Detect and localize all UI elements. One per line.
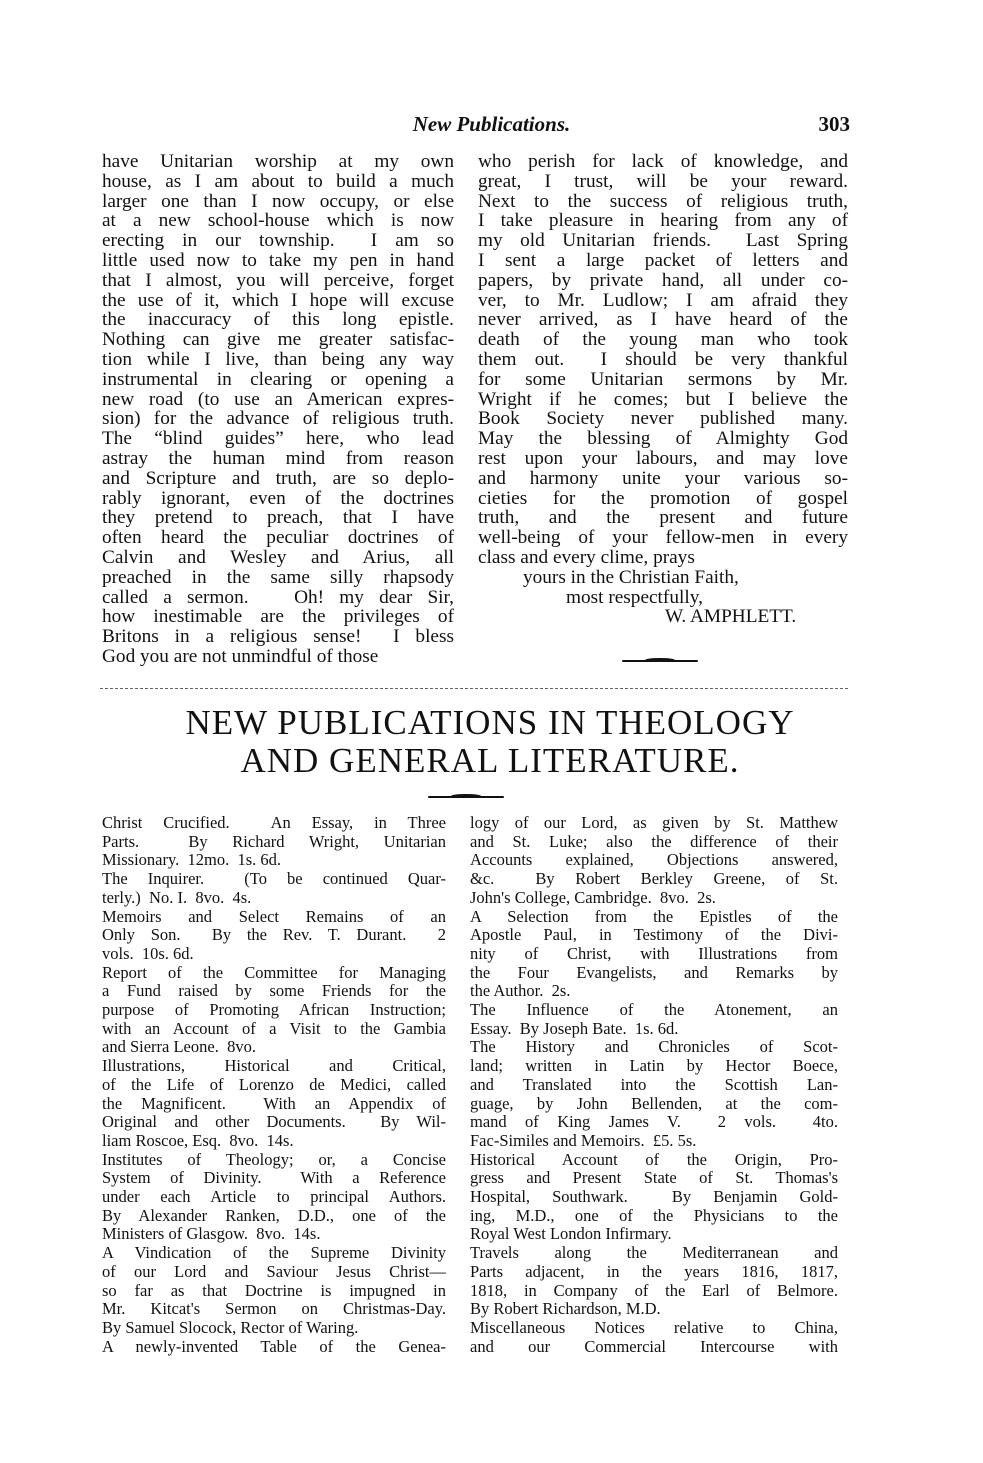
publication-line: Parts. By Richard Wright, Unitarian	[102, 831, 446, 851]
publication-line: guage, by John Bellenden, at the com-	[470, 1093, 838, 1113]
letter-line: The “blind guides” here, who lead	[102, 428, 454, 450]
letter-line: the inaccuracy of this long epistle.	[102, 309, 454, 331]
letter-line: larger one than I now occupy, or else	[102, 190, 454, 212]
publication-line: the Author. 2s.	[470, 981, 571, 1001]
end-of-letter-ornament	[622, 660, 698, 662]
letter-line: astray the human mind from reason	[102, 447, 454, 469]
letter-line: instrumental in clearing or opening a	[102, 368, 454, 390]
publication-line: Memoirs and Select Remains of an	[102, 906, 446, 926]
publication-line: A Selection from the Epistles of the	[470, 906, 838, 926]
letter-line: great, I trust, will be your reward.	[478, 170, 848, 192]
letter-line: cieties for the promotion of gospel	[478, 487, 848, 509]
letter-line: who perish for lack of knowledge, and	[478, 151, 848, 172]
letter-line: Nothing can give me greater satisfac-	[102, 329, 454, 351]
publication-line: System of Divinity. With a Reference	[102, 1168, 446, 1188]
publication-line: logy of our Lord, as given by St. Matthew	[470, 813, 838, 832]
letter-signature: W. AMPHLETT.	[665, 606, 797, 628]
publication-line: Historical Account of the Origin, Pro-	[470, 1149, 838, 1169]
letter-line: Britons in a religious sense! I bless	[102, 626, 454, 648]
publication-line: A Vindication of the Supreme Divinity	[102, 1243, 446, 1263]
letter-line: rest upon your labours, and may love	[478, 447, 848, 469]
letter-line: often heard the peculiar doctrines of	[102, 527, 454, 549]
publication-line: The Influence of the Atonement, an	[470, 1000, 838, 1020]
publication-line: and Translated into the Scottish Lan-	[470, 1074, 838, 1094]
letter-line: Wright if he comes; but I believe the	[478, 388, 848, 410]
publication-line: Report of the Committee for Managing	[102, 962, 446, 982]
publications-left-column	[102, 814, 446, 1356]
publication-line: with an Account of a Visit to the Gambia	[102, 1018, 446, 1038]
publication-line: Parts adjacent, in the years 1816, 1817,	[470, 1261, 838, 1281]
publication-line: Institutes of Theology; or, a Concise	[102, 1149, 446, 1169]
letter-line: I sent a large packet of letters and	[478, 249, 848, 271]
publication-line: nity of Christ, with Illustrations from	[470, 943, 838, 963]
letter-line: my old Unitarian friends. Last Spring	[478, 230, 848, 252]
publication-line: Mr. Kitcat's Sermon on Christmas-Day.	[102, 1299, 446, 1319]
publication-line: Travels along the Mediterranean and	[470, 1243, 838, 1263]
letter-line: at a new school-house which is now	[102, 210, 454, 232]
letter-line: how inestimable are the privileges of	[102, 606, 454, 628]
running-title: New Publications.	[412, 112, 571, 136]
page-number: 303	[818, 112, 850, 136]
letter-closing-line: yours in the Christian Faith,	[523, 566, 739, 588]
letter-right-column	[478, 152, 848, 627]
publication-line: Royal West London Infirmary.	[470, 1224, 672, 1244]
section-title-line: NEW PUBLICATIONS IN THEOLOGY	[185, 703, 795, 742]
letter-line: truth, and the present and future	[478, 507, 848, 529]
publication-line: vols. 10s. 6d.	[102, 943, 194, 963]
letter-line: well-being of your fellow-men in every	[478, 527, 848, 549]
letter-line: ver, to Mr. Ludlow; I am afraid they	[478, 289, 848, 311]
publication-line: Hospital, Southwark. By Benjamin Gold-	[470, 1187, 838, 1207]
publication-line: and our Commercial Intercourse with	[470, 1336, 838, 1356]
letter-line: new road (to use an American expres-	[102, 388, 454, 410]
letter-line: and harmony unite your various so-	[478, 467, 848, 489]
letter-line: little used now to take my pen in hand	[102, 249, 454, 271]
letter-line: house, as I am about to build a much	[102, 170, 454, 192]
publication-line: ing, M.D., one of the Physicians to the	[470, 1205, 838, 1225]
letter-line: them out. I should be very thankful	[478, 348, 848, 370]
publication-line: liam Roscoe, Esq. 8vo. 14s.	[102, 1130, 294, 1150]
letter-line: have Unitarian worship at my own	[102, 151, 454, 172]
publication-line: mand of King James V. 2 vols. 4to.	[470, 1112, 838, 1132]
publication-line: Accounts explained, Objections answered,	[470, 850, 838, 870]
letter-line: papers, by private hand, all under co-	[478, 269, 848, 291]
publication-line: By Robert Richardson, M.D.	[470, 1299, 661, 1319]
publication-line: Ministers of Glasgow. 8vo. 14s.	[102, 1224, 321, 1244]
publication-line: The Inquirer. (To be continued Quar-	[102, 869, 446, 889]
publication-line: a Fund raised by some Friends for the	[102, 981, 446, 1001]
publication-line: gress and Present State of St. Thomas's	[470, 1168, 838, 1188]
publication-line: the Magnificent. With an Appendix of	[102, 1093, 446, 1113]
letter-line: never arrived, as I have heard of the	[478, 309, 848, 331]
publication-line: land; written in Latin by Hector Boece,	[470, 1056, 838, 1076]
letter-line: and Scripture and truth, are so deplo-	[102, 467, 454, 489]
publication-line: Original and other Documents. By Wil-	[102, 1112, 446, 1132]
publication-line: Fac-Similes and Memoirs. £5. 5s.	[470, 1130, 697, 1150]
publication-line: 1818, in Company of the Earl of Belmore.	[470, 1280, 838, 1300]
publication-line: Illustrations, Historical and Critical,	[102, 1056, 446, 1076]
publication-line: so far as that Doctrine is impugned in	[102, 1280, 446, 1300]
letter-line: called a sermon. Oh! my dear Sir,	[102, 586, 454, 608]
letter-line: preached in the same silly rhapsody	[102, 566, 454, 588]
publication-line: of our Lord and Saviour Jesus Christ—	[102, 1261, 446, 1281]
letter-line: sion) for the advance of religious truth.	[102, 408, 454, 430]
publication-line: John's College, Cambridge. 8vo. 2s.	[470, 887, 716, 907]
publication-line: under each Article to principal Authors.	[102, 1187, 446, 1207]
publication-line: and St. Luke; also the difference of their	[470, 831, 838, 851]
publication-line: of the Life of Lorenzo de Medici, called	[102, 1074, 446, 1094]
publication-line: A newly-invented Table of the Genea-	[102, 1336, 446, 1356]
letter-line: erecting in our township. I am so	[102, 230, 454, 252]
publication-line: Essay. By Joseph Bate. 1s. 6d.	[470, 1018, 679, 1038]
letter-line: rably ignorant, even of the doctrines	[102, 487, 454, 509]
letter-line: I take pleasure in hearing from any of	[478, 210, 848, 232]
letter-line: class and every clime, prays	[478, 546, 695, 568]
publication-line: Miscellaneous Notices relative to China,	[470, 1317, 838, 1337]
letter-line: Calvin and Wesley and Arius, all	[102, 546, 454, 568]
letter-line: tion while I live, than being any way	[102, 348, 454, 370]
publication-line: By Alexander Ranken, D.D., one of the	[102, 1205, 446, 1225]
publication-line: terly.) No. I. 8vo. 4s.	[102, 887, 252, 907]
publications-right-column	[470, 814, 838, 1356]
letter-line: they pretend to preach, that I have	[102, 507, 454, 529]
section-title	[80, 704, 900, 780]
letter-line: Next to the success of religious truth,	[478, 190, 848, 212]
letter-line: May the blessing of Almighty God	[478, 428, 848, 450]
letter-closing-line: most respectfully,	[566, 586, 703, 608]
publication-line: By Samuel Slocock, Rector of Waring.	[102, 1317, 359, 1337]
section-title-line: AND GENERAL LITERATURE.	[240, 741, 740, 780]
publication-line: the Four Evangelists, and Remarks by	[470, 962, 838, 982]
letter-line: the use of it, which I hope will excuse	[102, 289, 454, 311]
title-ornament	[428, 796, 504, 798]
publication-line: Apostle Paul, in Testimony of the Divi-	[470, 925, 838, 945]
letter-line: God you are not unmindful of those	[102, 645, 379, 667]
publication-line: Only Son. By the Rev. T. Durant. 2	[102, 925, 446, 945]
publication-line: Missionary. 12mo. 1s. 6d.	[102, 850, 282, 870]
publication-line: and Sierra Leone. 8vo.	[102, 1037, 256, 1057]
publication-line: &c. By Robert Berkley Greene, of St.	[470, 869, 838, 889]
publication-line: purpose of Promoting African Instruction;	[102, 1000, 446, 1020]
letter-line: for some Unitarian sermons by Mr.	[478, 368, 848, 390]
publication-line: Christ Crucified. An Essay, in Three	[102, 813, 446, 832]
publication-line: The History and Chronicles of Scot-	[470, 1037, 838, 1057]
letter-left-column	[102, 152, 454, 667]
letter-line: Book Society never published many.	[478, 408, 848, 430]
letter-line: that I almost, you will perceive, forget	[102, 269, 454, 291]
section-divider	[100, 688, 848, 689]
letter-line: death of the young man who took	[478, 329, 848, 351]
